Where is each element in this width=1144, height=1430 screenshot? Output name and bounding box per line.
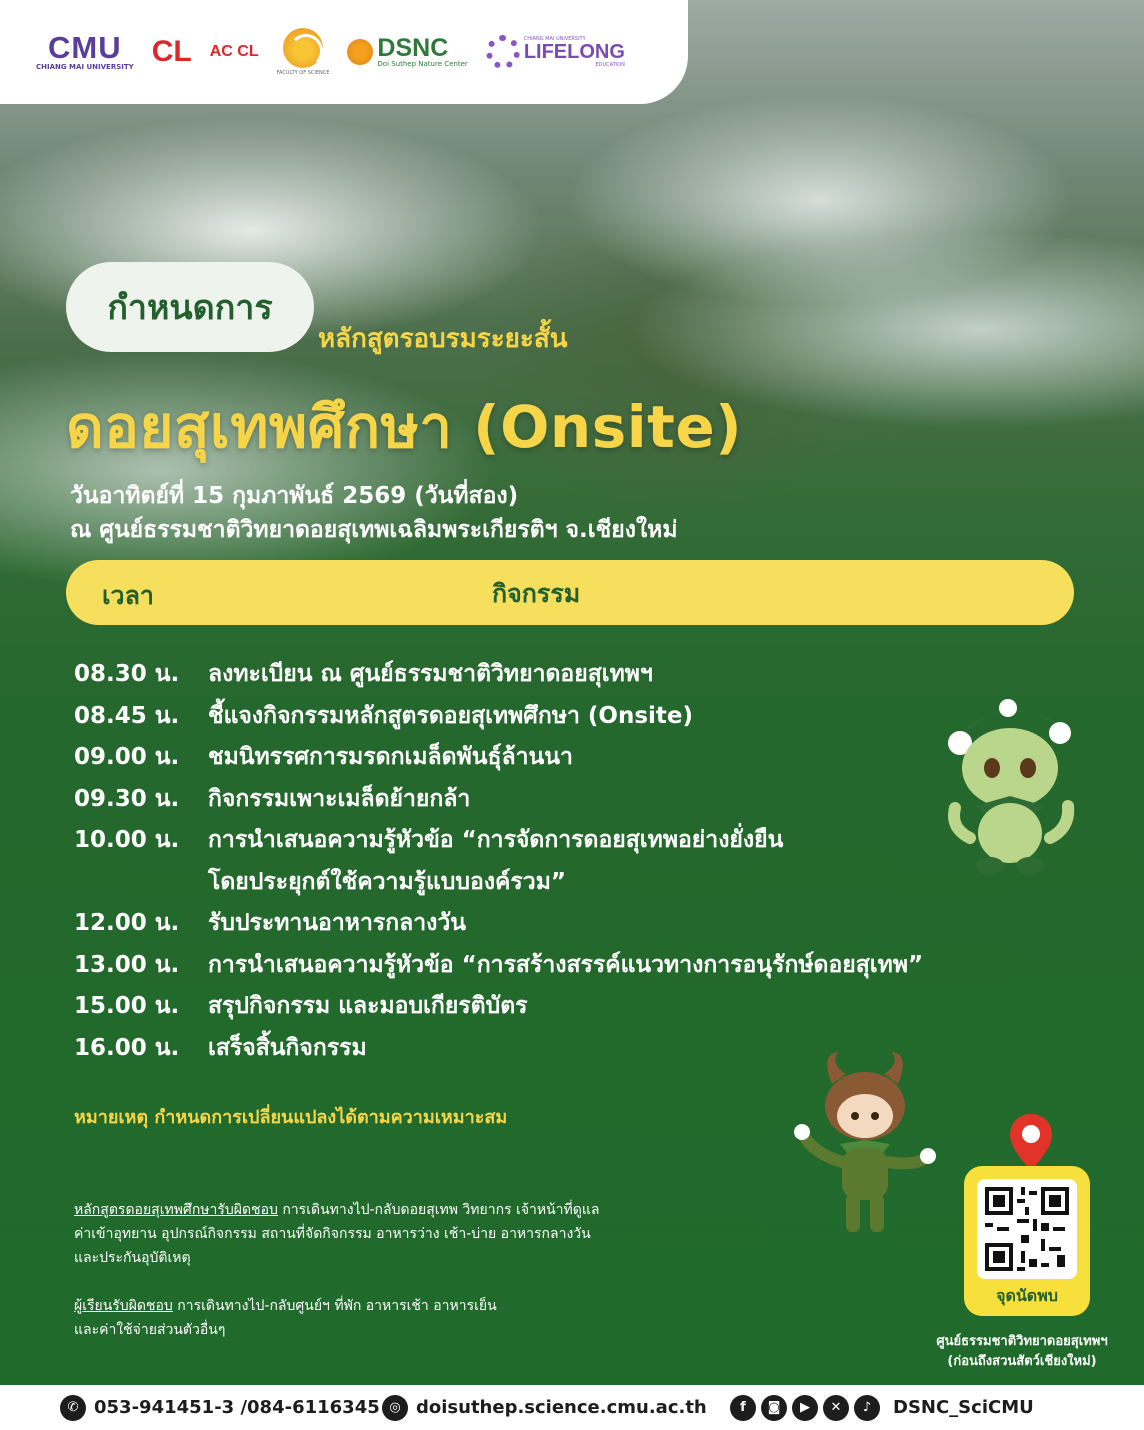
schedule-note: หมายเหตุ กำหนดการเปลี่ยนแปลงได้ตามความเหมาะสม (74, 1107, 508, 1128)
youtube-icon[interactable]: ▶ (792, 1395, 818, 1421)
agenda-row (74, 779, 1034, 821)
agenda-activity (208, 820, 1034, 903)
cmu-logo-text: CMU (48, 30, 122, 65)
course-responsibility (74, 1198, 754, 1270)
meeting-point-label: จุดนัดพบ (996, 1286, 1058, 1305)
learner-responsibility (74, 1294, 754, 1342)
phone-icon: ✆ (60, 1395, 86, 1421)
science-sun-icon (283, 28, 323, 68)
agenda-activity: ชี้แจงกิจกรรมหลักสูตรดอยสุเทพศึกษา (Onsite) (208, 702, 694, 729)
agenda-row (74, 696, 1034, 738)
contact-footer (0, 1385, 1144, 1430)
meeting-point-card (964, 1166, 1090, 1316)
agenda-row (74, 903, 1034, 945)
learner-responsibility-label: ผู้เรียนรับผิดชอบ (74, 1298, 173, 1314)
event-date: วันอาทิตย์ที่ 15 กุมภาพันธ์ 2569 (วันที่สอง) (70, 483, 519, 509)
learner-responsibility-text-1: การเดินทางไป-กลับศูนย์ฯ ที่พัก อาหารเช้า อาหารเย็น (172, 1298, 497, 1314)
logo-header (0, 0, 688, 104)
phone-number[interactable]: 053-941451-3 /084-6116345 (94, 1397, 380, 1418)
meeting-point-landmark: (ก่อนถึงสวนสัตว์เชียงใหม่) (947, 1354, 1097, 1369)
dsnc-logo-text: DSNC (377, 34, 449, 62)
tiktok-icon[interactable]: ♪ (854, 1395, 880, 1421)
dsnc-badge-icon (347, 39, 373, 65)
instagram-icon[interactable]: ◙ (761, 1395, 787, 1421)
agenda-time: 13.00 น. (74, 951, 180, 978)
accl-logo-text: AC CL (209, 43, 259, 60)
qr-code-pattern-icon (977, 1179, 1077, 1279)
agenda-row (74, 986, 1034, 1028)
social-contacts (730, 1395, 1034, 1421)
lifelong-logo-text: LIFELONG (523, 41, 625, 63)
course-responsibility-text-1: การเดินทางไป-กลับดอยสุเทพ วิทยากร เจ้าหน้าที่ดูแล (277, 1202, 600, 1218)
cl-logo (152, 37, 192, 67)
agenda-row (74, 737, 1034, 779)
agenda-activity-line-2: โดยประยุกต์ใช้ความรู้แบบองค์รวม” (208, 868, 566, 895)
course-responsibility-text-2: ค่าเข้าอุทยาน อุปกรณ์กิจกรรม สถานที่จัดกิจกรรม อาหารว่าง เช้า-บ่าย อาหารกลางวัน (74, 1226, 591, 1242)
lifelong-logo (486, 35, 625, 69)
agenda-time: 15.00 น. (74, 993, 180, 1019)
lifelong-ring-icon (486, 35, 520, 69)
agenda-activity: ลงทะเบียน ณ ศูนย์ธรรมชาติวิทยาดอยสุเทพฯ (208, 661, 653, 687)
lifelong-logo-subtitle: EDUCATION (595, 62, 625, 68)
cmu-logo-subtitle: CHIANG MAI UNIVERSITY (36, 63, 134, 71)
agenda-row (74, 820, 1034, 903)
agenda-list (74, 654, 1034, 1069)
agenda-time: 08.45 น. (74, 702, 180, 729)
agenda-row (74, 654, 1034, 696)
agenda-time: 12.00 น. (74, 910, 180, 936)
leaf-mascot-illustration (930, 688, 1090, 878)
faculty-of-science-logo (277, 28, 330, 76)
learner-responsibility-text-2: และค่าใช้จ่ายส่วนตัวอื่นๆ (74, 1322, 226, 1338)
website-link[interactable]: doisuthep.science.cmu.ac.th (416, 1397, 707, 1418)
course-type: หลักสูตรอบรมระยะสั้น (318, 324, 568, 354)
agenda-time: 16.00 น. (74, 1034, 180, 1061)
event-venue: ณ ศูนย์ธรรมชาติวิทยาดอยสุเทพเฉลิมพระเกียรติฯ จ.เชียงใหม่ (70, 517, 678, 543)
social-handle[interactable]: DSNC_SciCMU (893, 1397, 1034, 1418)
dsnc-logo (347, 36, 467, 68)
agenda-activity: รับประทานอาหารกลางวัน (208, 910, 467, 936)
agenda-activity: การนำเสนอความรู้หัวข้อ “การสร้างสรรค์แนวทางการอนุรักษ์ดอยสุเทพ” (208, 951, 924, 978)
lifelong-logo-top: CHIANG MAI UNIVERSITY (523, 36, 586, 42)
cmu-logo (36, 30, 134, 71)
facebook-icon[interactable]: f (730, 1395, 756, 1421)
website-contact (382, 1395, 730, 1421)
agenda-activity: ชมนิทรรศการมรดกเมล็ดพันธุ์ล้านนา (208, 744, 573, 770)
agenda-time: 08.30 น. (74, 661, 180, 687)
meeting-point-place: ศูนย์ธรรมชาติวิทยาดอยสุเทพฯ (936, 1334, 1108, 1349)
course-responsibility-label: หลักสูตรดอยสุเทพศึกษารับผิดชอบ (74, 1202, 278, 1218)
phone-contact (60, 1395, 382, 1421)
course-name: ดอยสุเทพศึกษา (Onsite) (66, 393, 743, 461)
dsnc-logo-subtitle: Doi Suthep Nature Center (377, 60, 468, 68)
agenda-table-header (66, 560, 1074, 625)
agenda-activity: เสร็จสิ้นกิจกรรม (208, 1034, 367, 1061)
science-logo-text: FACULTY OF SCIENCE (276, 70, 330, 76)
agenda-time: 09.00 น. (74, 744, 180, 770)
agenda-activity: สรุปกิจกรรม และมอบเกียรติบัตร (208, 993, 528, 1019)
crab-mascot-illustration (790, 1044, 940, 1240)
qr-code[interactable] (977, 1179, 1077, 1279)
cl-logo-text: CL (151, 35, 192, 68)
schedule-pill: กำหนดการ (66, 262, 314, 352)
location-pin-icon (1008, 1112, 1054, 1172)
x-icon[interactable]: ✕ (823, 1395, 849, 1421)
agenda-row (74, 945, 1034, 987)
column-time-header: เวลา (102, 581, 154, 610)
globe-icon: ◎ (382, 1395, 408, 1421)
column-activity-header: กิจกรรม (492, 579, 581, 608)
agenda-time: 10.00 น. (74, 827, 180, 853)
course-responsibility-text-3: และประกันอุบัติเหตุ (74, 1250, 191, 1266)
agenda-activity: กิจกรรมเพาะเมล็ดย้ายกล้า (208, 785, 471, 812)
accl-logo (210, 44, 259, 60)
agenda-time: 09.30 น. (74, 785, 180, 812)
agenda-activity-line-1: การนำเสนอความรู้หัวข้อ “การจัดการดอยสุเทพอย่างยั่งยืน (208, 827, 784, 853)
